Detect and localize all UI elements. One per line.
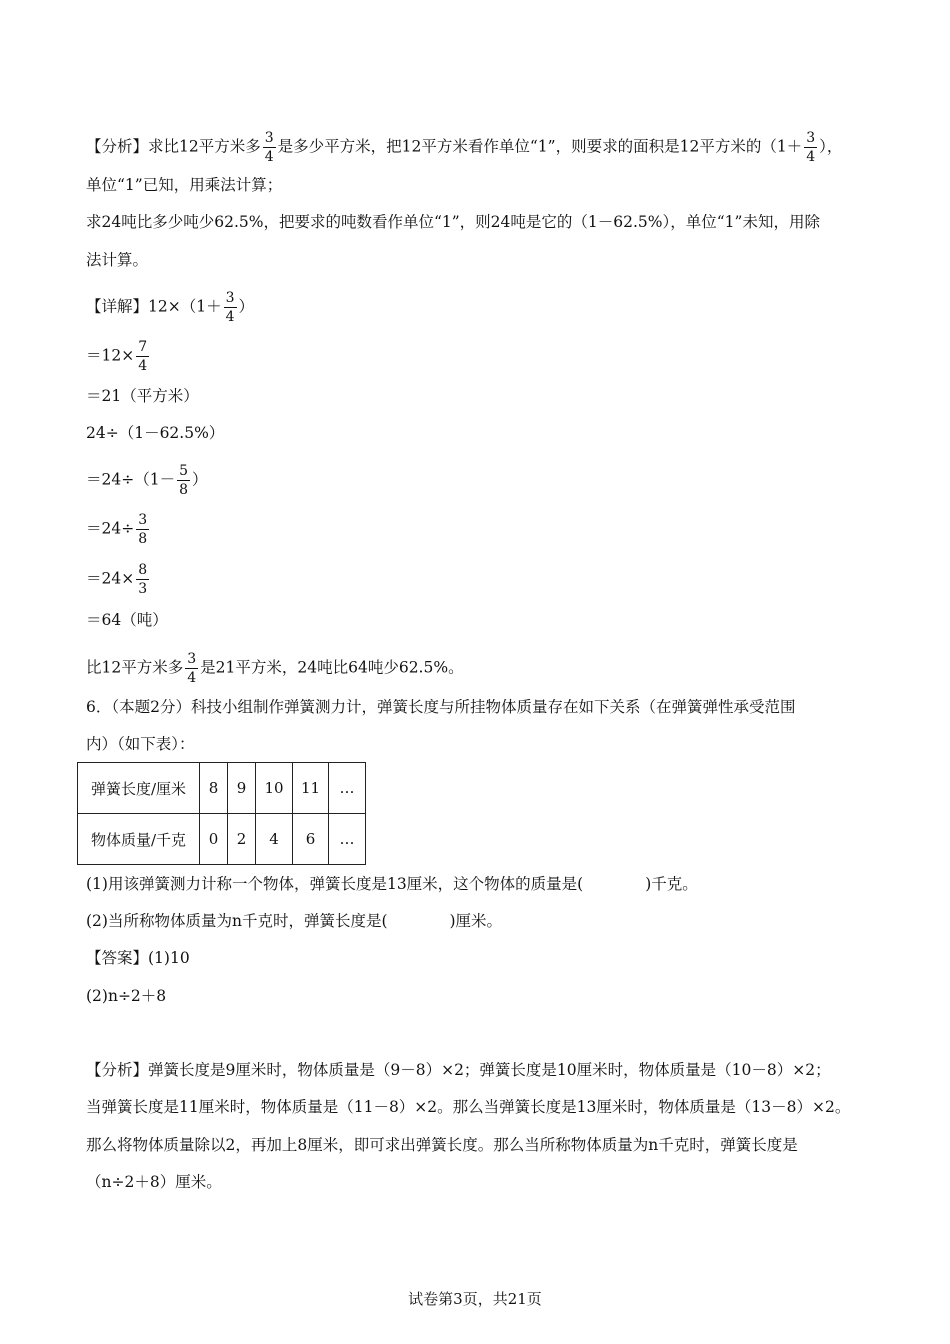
table-cell: … (329, 814, 366, 865)
analysis2-line-4: （n÷2＋8）厘米。 (86, 1173, 222, 1191)
table-cell: 10 (256, 763, 293, 814)
conclusion-line: 比12平方米多 $\frac{3}{4}$ 是21平方米，24吨比64吨少62.5%。 (86, 651, 464, 686)
table-cell: 11 (293, 763, 329, 814)
question-6-sub-2: (2)当所称物体质量为n千克时，弹簧长度是( )厘米。 (86, 912, 503, 930)
fraction: $\frac{8}{3}$ (138, 562, 148, 597)
table-row (78, 814, 366, 865)
fraction: $\frac{3}{4}$ (806, 130, 816, 165)
table-row-label: 弹簧长度/厘米 (78, 763, 200, 814)
detail-line: 【详解】12×（1＋ $\frac{3}{4}$ ） (86, 290, 255, 325)
step-line-4: ＝24÷（1－ $\frac{5}{8}$ ） (86, 463, 208, 498)
fraction: $\frac{3}{4}$ (225, 290, 235, 325)
table-cell: 0 (200, 814, 228, 865)
step-line-7: ＝64（吨） (86, 611, 168, 629)
analysis-line-3: 求24吨比多少吨少62.5%，把要求的吨数看作单位“1”，则24吨是它的（1－62.5%），单位“1”未知，用除 (86, 213, 820, 231)
analysis-line-4: 法计算。 (86, 251, 149, 269)
page-footer: 试卷第3页，共21页 (408, 1290, 542, 1308)
step-line-2: ＝21（平方米） (86, 387, 199, 405)
fraction: $\frac{5}{8}$ (179, 463, 188, 498)
table-cell: 2 (228, 814, 256, 865)
step-line-6: ＝24× $\frac{8}{3}$ (86, 562, 148, 597)
step-line-1: ＝12× $\frac{7}{4}$ (86, 339, 148, 374)
question-6-sub-1: (1)用该弹簧测力计称一个物体，弹簧长度是13厘米，这个物体的质量是( )千克。 (86, 875, 698, 893)
table-cell: 9 (228, 763, 256, 814)
analysis2-line-1: 【分析】弹簧长度是9厘米时，物体质量是（9－8）×2；弹簧长度是10厘米时，物体质量是（10－8）×2； (86, 1061, 831, 1079)
answer-line-1: 【答案】(1)10 (86, 949, 190, 967)
table-row (78, 763, 366, 814)
analysis-line-2: 单位“1”已知，用乘法计算； (86, 176, 283, 194)
table-cell: … (329, 763, 366, 814)
question-6-line-1: 6．（本题2分）科技小组制作弹簧测力计，弹簧长度与所挂物体质量存在如下关系（在弹簧弹性承受范围 (86, 698, 796, 716)
fraction: $\frac{3}{4}$ (187, 651, 197, 686)
analysis2-line-2: 当弹簧长度是11厘米时，物体质量是（11－8）×2。那么当弹簧长度是13厘米时，物体质量是（13－8）×2。 (86, 1098, 851, 1116)
answer-line-2: (2)n÷2＋8 (86, 987, 167, 1005)
table-cell: 6 (293, 814, 329, 865)
fraction: $\frac{3}{4}$ (264, 130, 274, 165)
table-cell: 4 (256, 814, 293, 865)
step-line-3: 24÷（1－62.5%） (86, 424, 225, 442)
spring-data-table (77, 762, 366, 865)
table-cell: 8 (200, 763, 228, 814)
fraction: $\frac{3}{8}$ (138, 512, 148, 547)
fraction: $\frac{7}{4}$ (138, 339, 148, 374)
step-line-5: ＝24÷ $\frac{3}{8}$ (86, 512, 148, 547)
table-row-label: 物体质量/千克 (78, 814, 200, 865)
analysis2-line-3: 那么将物体质量除以2，再加上8厘米，即可求出弹簧长度。那么当所称物体质量为n千克时，弹簧长度是 (86, 1136, 798, 1154)
question-6-line-2: 内）（如下表）： (86, 735, 195, 753)
analysis-line-1: 【分析】求比12平方米多 $\frac{3}{4}$ 是多少平方米，把12平方米看作单位“1”，则要求的面积是12平方米的（1＋ $\frac{3}{4}$ ）， (86, 130, 843, 165)
